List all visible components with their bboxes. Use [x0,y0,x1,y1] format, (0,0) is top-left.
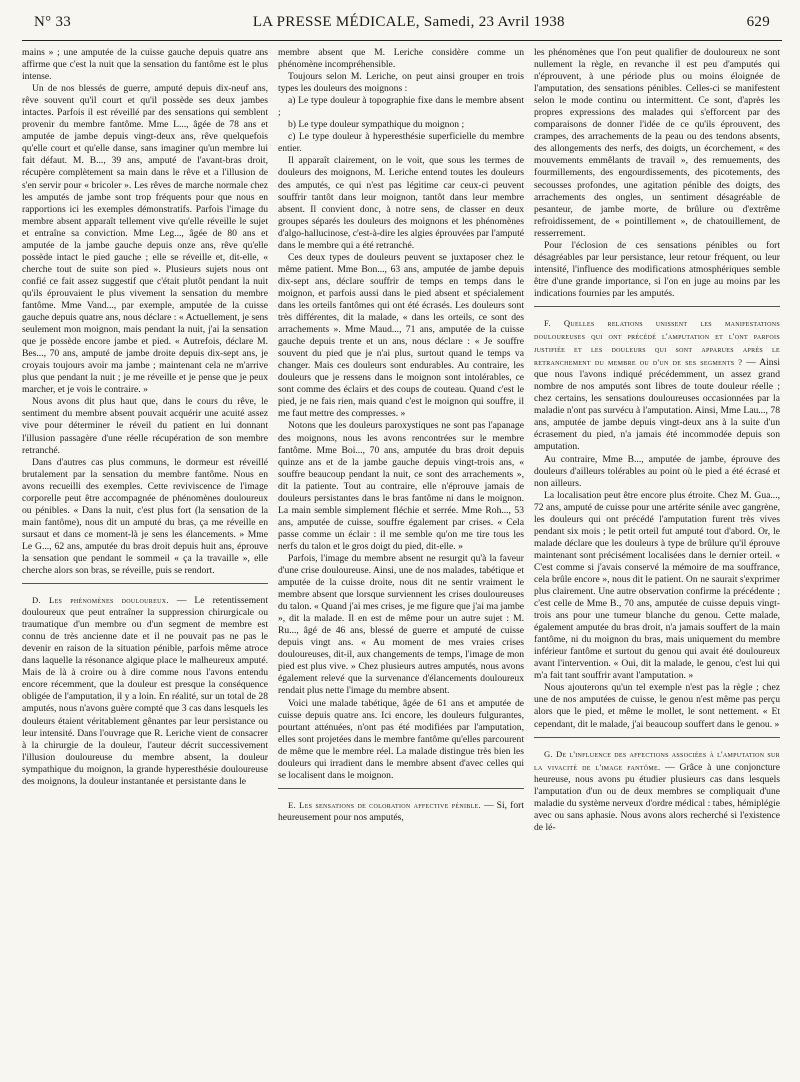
section-divider [534,306,780,307]
paragraph: Ces deux types de douleurs peuvent se juxtaposer chez le même patient. Mme Bon..., 63 ans, amputée de jambe depuis dix-sept ans, déclare souffrir de temps en temps dans le moignon, et parfois aussi dans le pied absent et spécialement dans les orteils fantômes qui ont été écrasés. Les douleurs sont très différentes, dit la malade, « dans les orteils, ce sont des arrachements ». Mme Maud..., 71 ans, amputée de la cuisse gauche depuis trente et un ans, nous déclare : « Je souffre souvent du pied que je n'ai plus, surtout quand le temps va changer. Mais ces douleurs sont endurables. Au contraire, les douleurs que je ressens dans le moignon sont intolérables, ce sont comme des éclairs et des coups de couteau. Quand c'est le pied, je ne fais rien, mais quand c'est le moignon qui souffre, il me faut mettre des compresses. » [278,251,524,420]
text-columns [22,47,782,1077]
section-heading-text: — Si, fort heureusement pour nos amputés, [278,799,524,823]
column-3 [534,47,780,1077]
paragraph: Notons que les douleurs paroxystiques ne sont pas l'apanage des moignons, nous les avons rencontrées sur le membre fantôme. Mme Boi..., 70 ans, amputée du bras droit depuis quinze ans et de la jambe gauche depuis vingt-trois ans, « souffre beaucoup pendant la nuit, ce sont des arrachements », dit la patiente. Tout au contraire, elle n'éprouve jamais de douleurs persistantes dans le bras fantôme ni dans le moignon. La main semble simplement fléchie et serrée. Mme Roh..., 53 ans, amputée de cuisse, souffre également par crises. « Cela passe comme un éclair : il me semble qu'on me tire tous les nerfs du talon et le gros doigt du pied, dit-elle. » [278,420,524,552]
column-1 [22,47,268,1077]
section-heading-text: — Grâce à une conjoncture heureuse, nous avons pu étudier plusieurs cas dans lesquels l'amputation d'un ou de deux membres se compliquait d'une maladie du système nerveux d'ordre médical : tabes, hémiplégie avec ou sans aphasie. Nous avons alors recherché si l'existence de lé- [534,761,780,833]
paragraph: Parfois, l'image du membre absent ne resurgit qu'à la faveur d'une crise douloureuse. Ainsi, une de nos malades, tabétique et amputée de la cuisse droite, nous dit ne sentir vraiment le membre absent que lorsque surviennent les crises douloureuses du talon. « Quand j'ai mes crises, je me figure que j'ai ma jambe », dit la malade. Il en est de même pour un autre sujet : M. Ru..., âgé de 46 ans, blessé de guerre et amputé de cuisse depuis vingt ans. « Au moment de mes vraies crises douloureuses, dit-il, aux changements de temps, l'image de mon pied est plus vive. » Chez plusieurs autres amputés, nous avons également relevé que la survenance d'élancements douloureux rendait plus nette l'image du membre absent. [278,552,524,697]
list-item: a) Le type douleur à topographie fixe dans le membre absent ; [278,95,524,119]
section-heading-e [278,799,524,824]
paragraph: Nous avons dit plus haut que, dans le cours du rêve, le sentiment du membre absent pouvait acquérir une acuité assez vive pour déterminer le réveil du patient en lui donnant l'illusion passagère d'une réelle récupération de son membre retranché. [22,396,268,456]
section-heading-lead: E. Les sensations de coloration affective pénible. [288,799,481,810]
paragraph: mains » ; une amputée de la cuisse gauche depuis quatre ans affirme que c'est la nuit que la sensation du fantôme est le plus intense. [22,47,268,83]
section-heading-text: — Le retentissement douloureux que peut entraîner la suppression chirurgicale ou traumatique d'un membre ou d'un segment de membre est connu de très ancienne date et il ne pouvait pas ne pas le devenir en raison de la situation pénible, parfois même atroce dans laquelle la résonance algique place le malheureux amputé. Mais de là à croire ou à dire comme nous l'avons entendu encore récemment, que la douleur est presque la conséquence obligée de l'amputation, il y a loin. En réalité, sur un total de 28 amputés, nous n'avons guère compté que 3 cas dans lesquels les douleurs étaient véritablement gênantes par leur persistance ou leur intensité. Dans l'ouvrage que R. Leriche vient de consacrer à la chirurgie de la douleur, l'auteur décrit successivement l'illusion douloureuse du membre absent, la douleur sympathique du moignon, la grande hyperesthésie douloureuse des moignons, la douleur instantanée et persistante dans le [22,595,268,787]
section-divider [278,788,524,789]
page-number: 629 [746,14,770,30]
paragraph: Dans d'autres cas plus communs, le dormeur est réveillé brutalement par la sensation du membre fantôme. Nous en avons recueilli des exemples. Cette reviviscence de l'image corporelle peut être accompagnée de phénomènes douloureux ou pénibles. « Dans la nuit, c'est plus fort (la sensation de la main fantôme), nous dit un amputé du bras, ça me réveille en sursaut et dans ce moment-là je sens les élancements. » Mme Le G..., 62 ans, amputée du bras droit depuis huit ans, éprouve la sensation que pendant le sommeil « ça la travaille », elle cherche alors son bras, se réveille, puis se rendort. [22,456,268,577]
paragraph: La localisation peut être encore plus étroite. Chez M. Gua..., 72 ans, amputé de cuisse pour une artérite sénile avec gangrène, les douleurs qui ont précédé l'amputation furent très vives pendant six mois ; le petit orteil fut amputé tout d'abord. Or, le malade déclare que les douleurs à type de brûlure qu'il éprouve maintenant sont précisément localisées dans le dernier orteil. « C'est comme si j'avais conservé la mémoire de ma souffrance, cela brûle encore », nous dit le patient. On ne saurait s'exprimer plus clairement. Une autre observation confirme la précédente ; c'est celle de Mme B., 70 ans, amputée de cuisse depuis vingt-trois ans pour une tumeur blanche du genou. Cette malade, également amputée du bras droit, n'a jamais souffert de la main fantôme, ni du moignon du bras, mais uniquement du membre inférieur fantôme et surtout du genou qui avait été douloureux avant l'intervention. « Oui, dit la malade, le genou, c'est lui qui m'a fait tant souffrir avant l'amputation. » [534,489,780,682]
paragraph: Un de nos blessés de guerre, amputé depuis dix-neuf ans, rêve souvent qu'il court et qu'il possède ses deux jambes intactes. Parfois il est réveillé par des sensations qui semblent provenir du membre fantôme. Mme L..., âgée de 78 ans et amputée de jambe depuis vingt-deux ans, rêve quelquefois qu'elle court et qu'elle danse, sans imaginer qu'un membre lui fait défaut. M. B..., 39 ans, amputé de l'avant-bras droit, récupère complètement sa main dans le rêve et a l'illusion de s'en servir pour « bricoler ». Les rêves de marche normale chez les amputés de jambe sont trop fréquents pour que nous en rapportions ici les exemples démonstratifs. Parfois l'image du membre absent apparaît tellement vive qu'elle réveille le sujet et entraîne sa conviction. Mme Leg..., âgée de 80 ans et amputée de la jambe gauche depuis onze ans, rêve qu'elle possède intact le pied gauche ; elle se réveille et, dit-elle, « cherche tout de suite son pied ». Plusieurs sujets nous ont confié ce fait assez suggestif que c'était plutôt pendant la nuit qu'ils éprouvaient le plus vivement la sensation du membre fantôme. Mme Vand..., par exemple, amputée de la cuisse gauche depuis quatre ans, nous déclare : « Actuellement, je sens seulement mon moignon, mais pendant la nuit, j'ai la sensation que je possède encore jambe et pied. « Autrefois, déclare M. Bes..., 70 ans, amputé de jambe droite depuis dix-sept ans, je croyais toujours avoir ma jambe ; maintenant cela ne m'arrive plus que pendant la nuit ; je me réveille et je pense que je peux marcher, et je vois le contraire. » [22,83,268,396]
running-header [22,14,782,41]
section-heading-lead: D. Les phénomènes douloureux. [32,595,169,606]
paragraph: Il apparaît clairement, on le voit, que sous les termes de douleurs des moignons, M. Leriche entend toutes les douleurs des amputés, ce qui n'est pas légitime car ceux-ci peuvent souffrir tantôt dans leur moignon, tantôt dans leur membre absent. Il convient donc, à notre sens, de classer en deux groupes séparés les douleurs des moignons et les phénomènes d'algo-hallucinose, c'est-à-dire les algies éprouvées par l'amputé dans le membre qui a été retranché. [278,155,524,251]
list-item: c) Le type douleur à hyperesthésie superficielle du membre entier. [278,131,524,155]
section-heading-lead: G. De l'influence des affections associées à l'amputation sur la vivacité de l'image fantôme. [534,748,780,772]
paragraph: les phénomènes que l'on peut qualifier de douloureux ne sont nullement la règle, en revanche il est peu d'amputés qui n'éprouvent, à une période plus ou moins éloignée de l'amputation, des sensations pénibles. Celles-ci se manifestent selon le mode continu ou intermittent. Ce sont, d'après les propres expressions des malades qui s'efforcent par des comparaisons de donner l'idée de ce qu'ils éprouvent, des crampes, des arrachements de la peau ou des tendons absents, des allongements des nerfs, des doigts, un écorchement, « des mouvements emmêlants de travail », des remuements, des fourmillements, des engourdissements, des picotements, des secousses profondes, une agitation pénible des doigts, des arrachements des ongles, un sentiment désagréable de pesanteur, de jambe morte, de brûlure ou d'extrême refroidissement, de « pointillement », de chatouillement, de resserrement. [534,47,780,239]
section-heading-lead: F. Quelles relations unissent les manifestations douloureuses qui ont précédé l'amputation et l'ont parfois justifiée et les douleurs qui sont apparues après le retranchement du membre ou d'un de ses segments ? [534,317,780,368]
issue-number: N° 33 [34,14,72,30]
paragraph: membre absent que M. Leriche considère comme un phénomène incompréhensible. [278,47,524,71]
column-2 [278,47,524,1077]
paragraph: Au contraire, Mme B..., amputée de jambe, éprouve des douleurs d'ailleurs tolérables au point où le pied a été écrasé et non ailleurs. [534,453,780,489]
list-item: b) Le type douleur sympathique du moignon ; [288,119,465,131]
paragraph: Toujours selon M. Leriche, on peut ainsi grouper en trois types les douleurs des moignons : [278,71,524,95]
journal-title: LA PRESSE MÉDICALE, Samedi, 23 Avril 1938 [252,14,565,30]
section-heading-text: — Ainsi que nous l'avons indiqué précédemment, un assez grand nombre de nos amputés sont libres de toute douleur réelle ; chez certains, les sensations douloureuses occasionnées par la maladie n'ont pas survécu à l'amputation. Ainsi, Mme Lau..., 78 ans, amputée de jambe depuis vingt-deux ans à la suite d'un écrasement du pied, n'a jamais été incommodée depuis son amputation. [534,357,780,453]
section-divider [22,583,268,584]
section-divider [534,737,780,738]
section-heading-d [22,594,268,788]
paragraph: Voici une malade tabétique, âgée de 61 ans et amputée de cuisse depuis quatre ans. Ici encore, les douleurs fulgurantes, pourtant atténuées, n'ont pas été modifiées par l'amputation, elles sont projetées dans le membre fantôme qu'elles parcourent de même que le membre réel. La malade distingue très bien les douleurs qui irradient dans le membre absent d'avec celles qui se localisent dans le moignon. [278,697,524,781]
section-heading-f [534,317,780,454]
paragraph: Pour l'éclosion de ces sensations pénibles ou fort désagréables par leur persistance, leur retour fréquent, ou leur intensité, l'influence des modifications atmosphériques semble être d'une grande importance, si l'on en juge au moins par les indications fournies par les amputés. [534,239,780,299]
section-heading-g [534,748,780,834]
paragraph: Nous ajouterons qu'un tel exemple n'est pas la règle ; chez une de nos amputées de cuisse, le genou n'est même pas perçu alors que le pied, et même le mollet, le sont nettement. « Et cependant, dit le malade, j'ai beaucoup souffert dans le genou. » [534,682,780,730]
